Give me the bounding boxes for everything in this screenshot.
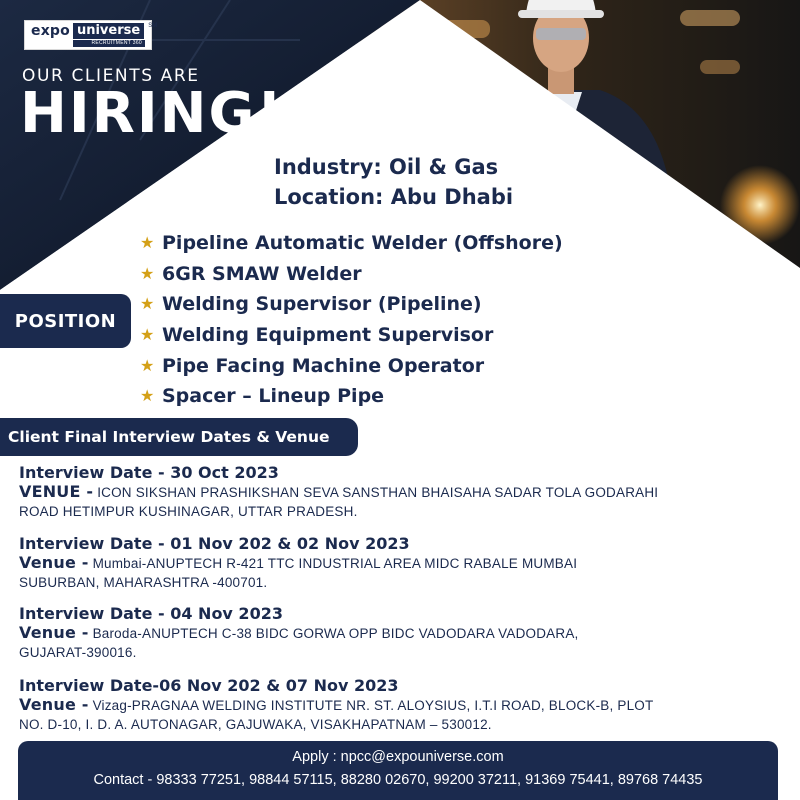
position-label: Pipeline Automatic Welder (Offshore) bbox=[162, 232, 563, 255]
position-label: Pipe Facing Machine Operator bbox=[162, 354, 485, 377]
star-icon: ★ bbox=[140, 265, 155, 283]
position-label: Welding Supervisor (Pipeline) bbox=[162, 293, 482, 316]
venue-label: Venue - bbox=[19, 623, 89, 642]
interview-header: Client Final Interview Dates & Venue bbox=[0, 418, 358, 456]
industry-label: Industry: Oil & Gas bbox=[274, 155, 499, 179]
interview-date: Interview Date - 01 Nov 202 & 02 Nov 2023 bbox=[19, 534, 410, 553]
venue-text: ICON SIKSHAN PRASHIKSHAN SEVA SANSTHAN BHAISAHA SADAR TOLA GODARAHI bbox=[97, 485, 659, 500]
position-item bbox=[140, 381, 563, 412]
interview-date: Interview Date - 04 Nov 2023 bbox=[19, 604, 283, 623]
hero-pretitle: OUR CLIENTS ARE bbox=[22, 66, 200, 86]
venue-label: VENUE - bbox=[19, 482, 94, 501]
venue-text: GUJARAT-390016. bbox=[19, 645, 137, 660]
position-label: Spacer – Lineup Pipe bbox=[162, 385, 385, 408]
star-icon: ★ bbox=[140, 327, 155, 345]
interview-block bbox=[19, 464, 789, 521]
hero-title: HIRING! bbox=[20, 81, 285, 146]
venue-line bbox=[19, 553, 789, 573]
position-item bbox=[140, 259, 563, 290]
venue-text: Baroda-ANUPTECH C-38 BIDC GORWA OPP BIDC VADODARA VADODARA, bbox=[92, 626, 579, 641]
venue-text: NO. D-10, I. D. A. AUTONAGAR, GAJUWAKA, VISAKHAPATNAM – 530012. bbox=[19, 717, 492, 732]
venue-text: ROAD HETIMPUR KUSHINAGAR, UTTAR PRADESH. bbox=[19, 504, 358, 519]
star-icon: ★ bbox=[140, 235, 155, 253]
interview-block bbox=[19, 677, 789, 734]
venue-label: Venue - bbox=[19, 553, 89, 572]
interview-block bbox=[19, 605, 789, 662]
star-icon: ★ bbox=[140, 357, 155, 375]
contact-footer bbox=[18, 741, 778, 800]
position-item bbox=[140, 320, 563, 351]
interview-date: Interview Date - 30 Oct 2023 bbox=[19, 463, 279, 482]
venue-line bbox=[19, 482, 789, 502]
position-tag: POSITION bbox=[0, 294, 131, 348]
venue-line bbox=[19, 623, 789, 643]
star-icon: ★ bbox=[140, 296, 155, 314]
position-list bbox=[140, 228, 563, 412]
star-icon: ★ bbox=[140, 388, 155, 406]
interview-date: Interview Date-06 Nov 202 & 07 Nov 2023 bbox=[19, 676, 399, 695]
position-label: Welding Equipment Supervisor bbox=[162, 324, 494, 347]
logo-subline: RECRUITMENT 360 bbox=[73, 40, 145, 47]
logo-service-mark: SM bbox=[148, 23, 158, 29]
position-label: 6GR SMAW Welder bbox=[162, 262, 362, 285]
position-item bbox=[140, 289, 563, 320]
venue-line bbox=[19, 695, 789, 715]
venue-text: Mumbai-ANUPTECH R-421 TTC INDUSTRIAL AREA MIDC RABALE MUMBAI bbox=[92, 556, 578, 571]
position-item bbox=[140, 350, 563, 381]
interview-block bbox=[19, 535, 789, 592]
company-logo bbox=[24, 20, 158, 50]
logo-text-universe: universe bbox=[73, 23, 144, 39]
position-item bbox=[140, 228, 563, 259]
venue-text: Vizag-PRAGNAA WELDING INSTITUTE NR. ST. ALOYSIUS, I.T.I ROAD, BLOCK-B, PLOT bbox=[92, 698, 654, 713]
venue-label: Venue - bbox=[19, 695, 89, 714]
apply-email[interactable]: Apply : npcc@expouniverse.com bbox=[292, 749, 504, 765]
location-label: Location: Abu Dhabi bbox=[274, 185, 514, 209]
venue-text: SUBURBAN, MAHARASHTRA -400701. bbox=[19, 575, 268, 590]
logo-text-expo: expo bbox=[31, 23, 70, 39]
contact-numbers: Contact - 98333 77251, 98844 57115, 88280 02670, 99200 37211, 91369 75441, 89768 74435 bbox=[93, 772, 703, 788]
